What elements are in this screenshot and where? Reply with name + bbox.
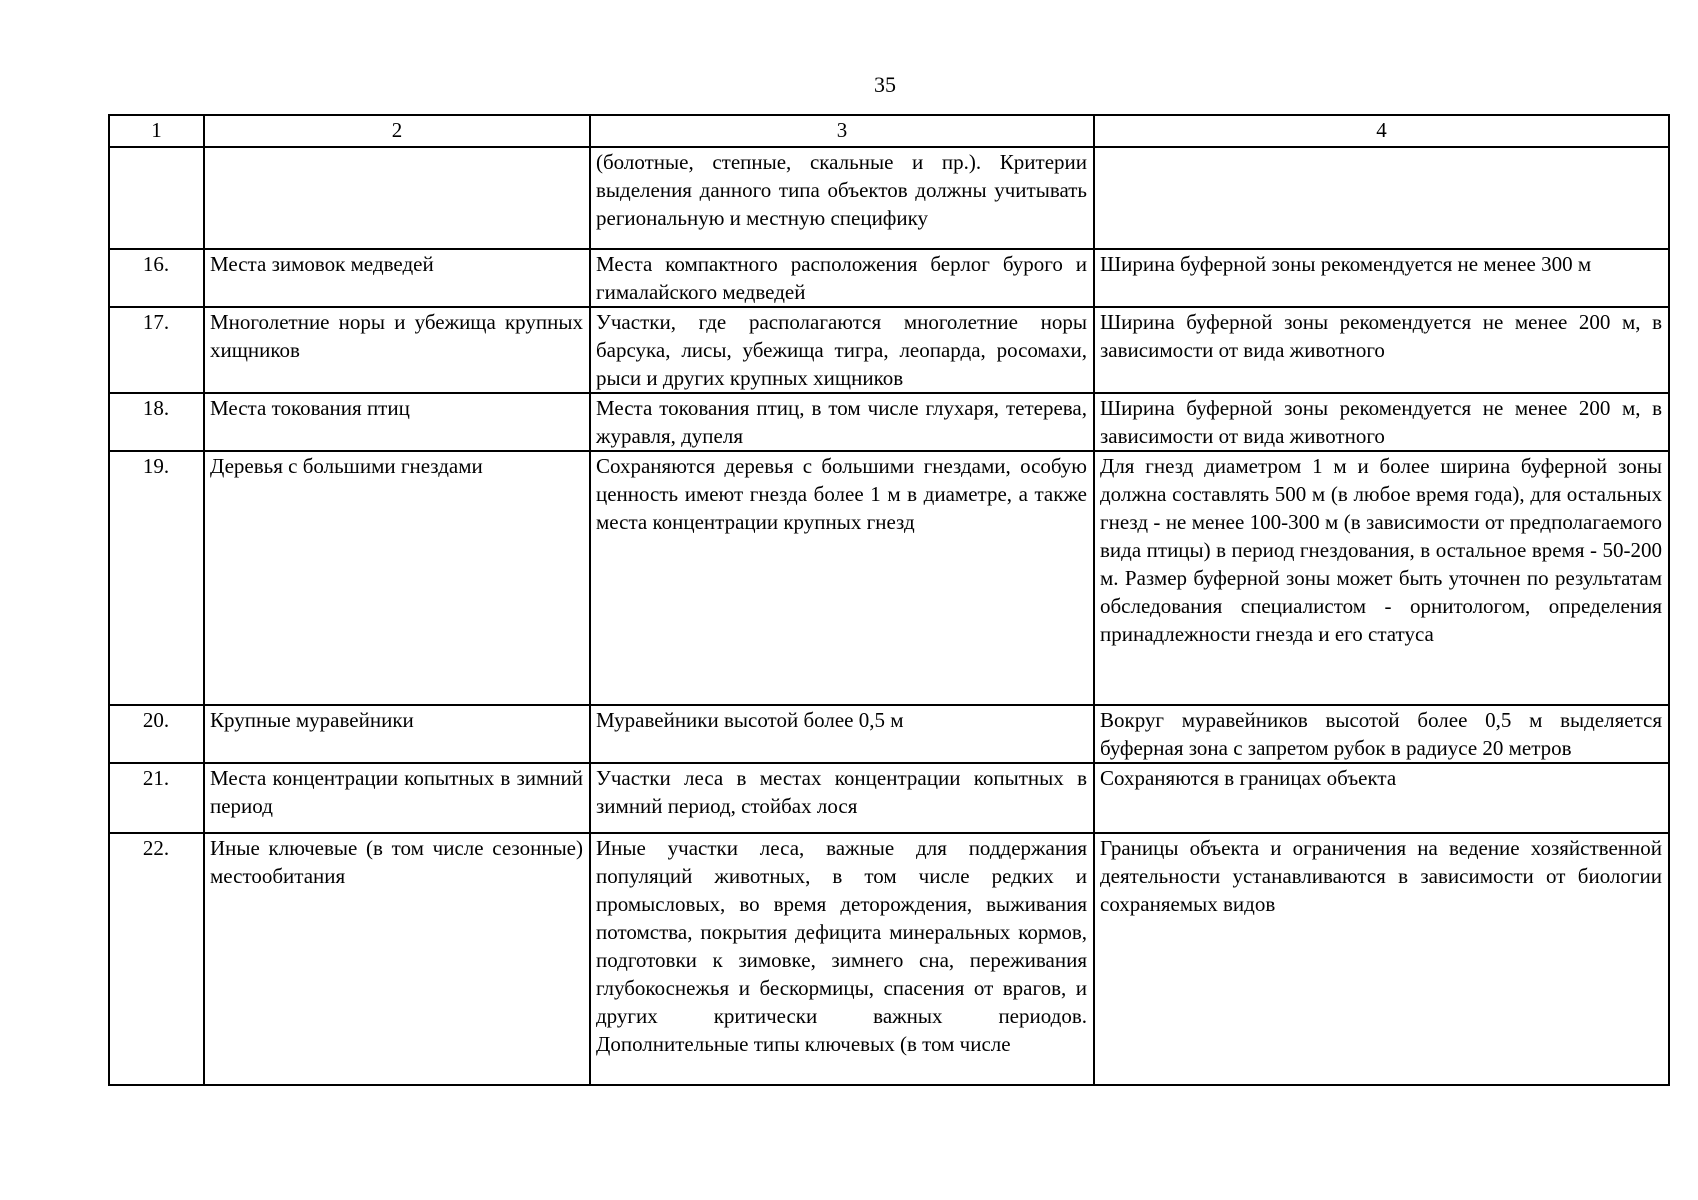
object-name: Иные ключевые (в том числе сезонные) местообитания [204, 833, 590, 1085]
object-description: Места компактного расположения берлог бурого и гималайского медведей [590, 249, 1094, 307]
table-row [109, 833, 1669, 1085]
object-description: Муравейники высотой более 0,5 м [590, 705, 1094, 763]
object-description: Участки, где располагаются многолетние норы барсука, лисы, убежища тигра, леопарда, росомахи, рыси и других крупных хищников [590, 307, 1094, 393]
row-number: 17. [109, 307, 204, 393]
table-row [109, 307, 1669, 393]
column-header-3: 3 [590, 115, 1094, 147]
table-row [109, 249, 1669, 307]
object-name: Места зимовок медведей [204, 249, 590, 307]
row-number: 21. [109, 763, 204, 833]
row-number: 16. [109, 249, 204, 307]
page-number: 35 [874, 72, 896, 97]
row-number: 19. [109, 451, 204, 705]
table-row [109, 763, 1669, 833]
object-name: Места концентрации копытных в зимний период [204, 763, 590, 833]
column-header-1: 1 [109, 115, 204, 147]
object-name: Деревья с большими гнездами [204, 451, 590, 705]
object-description: (болотные, степные, скальные и пр.). Критерии выделения данного типа объектов должны учитывать региональную и местную специфику [590, 147, 1094, 249]
row-number: 22. [109, 833, 204, 1085]
protection-measures [1094, 147, 1669, 249]
protection-measures: Ширина буферной зоны рекомендуется не менее 300 м [1094, 249, 1669, 307]
object-description: Участки леса в местах концентрации копытных в зимний период, стойбах лося [590, 763, 1094, 833]
protection-measures: Ширина буферной зоны рекомендуется не менее 200 м, в зависимости от вида животного [1094, 393, 1669, 451]
table-row [109, 705, 1669, 763]
table-row [109, 393, 1669, 451]
table-header-row [109, 115, 1669, 147]
object-name: Крупные муравейники [204, 705, 590, 763]
object-name: Места токования птиц [204, 393, 590, 451]
protection-measures: Сохраняются в границах объекта [1094, 763, 1669, 833]
protection-measures: Вокруг муравейников высотой более 0,5 м выделяется буферная зона с запретом рубок в радиусе 20 метров [1094, 705, 1669, 763]
object-description: Места токования птиц, в том числе глухаря, тетерева, журавля, дупеля [590, 393, 1094, 451]
row-number: 18. [109, 393, 204, 451]
object-description: Сохраняются деревья с большими гнездами, особую ценность имеют гнезда более 1 м в диаметре, а также места концентрации крупных гнезд [590, 451, 1094, 705]
protection-measures: Ширина буферной зоны рекомендуется не менее 200 м, в зависимости от вида животного [1094, 307, 1669, 393]
object-name [204, 147, 590, 249]
table-row [109, 451, 1669, 705]
object-description: Иные участки леса, важные для поддержания популяций животных, в том числе редких и промысловых, во время деторождения, выживания потомства, покрытия дефицита минеральных кормов, подготовки к зимовке, зимнего сна, переживания глубокоснежья и бескормицы, спасения от врагов, и других критически важных периодов. Дополнительные типы ключевых (в том числе [590, 833, 1094, 1085]
column-header-2: 2 [204, 115, 590, 147]
row-number [109, 147, 204, 249]
column-header-4: 4 [1094, 115, 1669, 147]
object-name: Многолетние норы и убежища крупных хищников [204, 307, 590, 393]
habitat-table [108, 114, 1670, 1086]
table-row [109, 147, 1669, 249]
protection-measures: Для гнезд диаметром 1 м и более ширина буферной зоны должна составлять 500 м (в любое время года), для остальных гнезд - не менее 100-300 м (в зависимости от предполагаемого вида птицы) в период гнездования, в остальное время - 50-200 м. Размер буферной зоны может быть уточнен по результатам обследования специалистом - орнитологом, определения принадлежности гнезда и его статуса [1094, 451, 1669, 705]
protection-measures: Границы объекта и ограничения на ведение хозяйственной деятельности устанавливаются в зависимости от биологии сохраняемых видов [1094, 833, 1669, 1085]
row-number: 20. [109, 705, 204, 763]
